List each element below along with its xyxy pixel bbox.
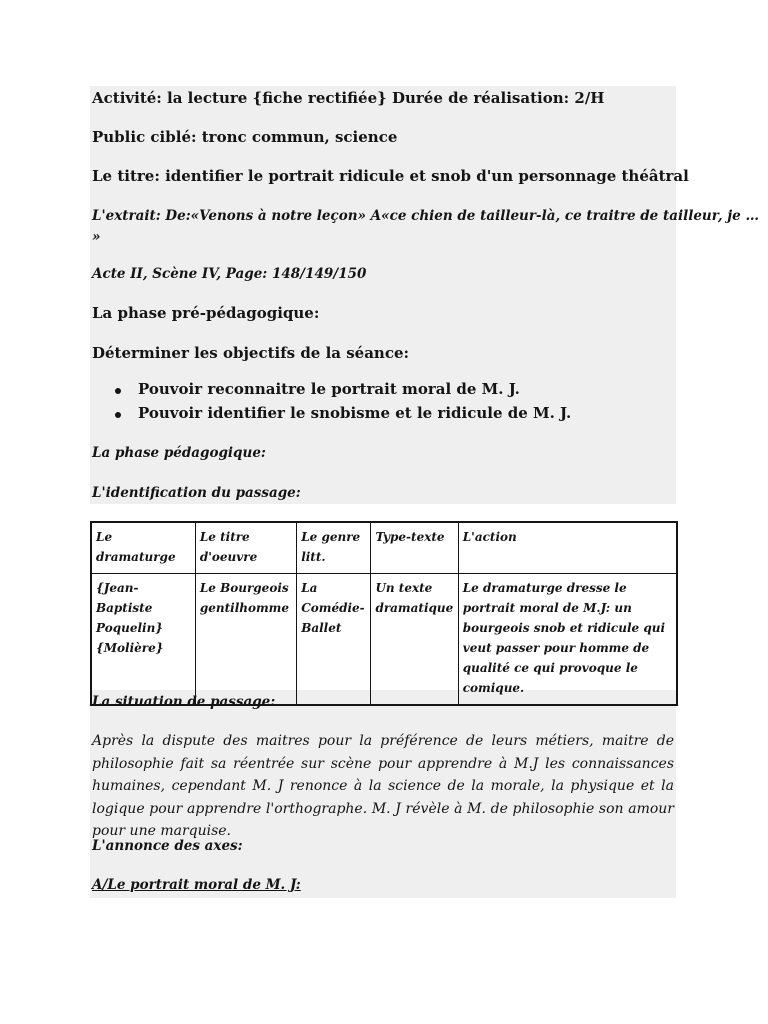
title-line: Le titre: identifier le portrait ridicule et snob d'un personnage théâtral <box>92 167 689 185</box>
axis-a-heading: A/Le portrait moral de M. J: <box>92 877 301 893</box>
axes-heading: L'annonce des axes: <box>92 838 243 854</box>
pedagogical-heading: La phase pédagogique: <box>92 445 266 461</box>
activity-line: Activité: la lecture {fiche rectifiée} Durée de réalisation: 2/H <box>92 89 605 107</box>
table-cell: Le dramaturge dresse le portrait moral de M.J: un bourgeois snob et ridicule qui veut passer pour homme de qualité ce qui provoque le comique. <box>458 574 677 706</box>
objectives-heading: Déterminer les objectifs de la séance: <box>92 344 410 362</box>
header-cell: Type-texte <box>371 522 458 574</box>
header-cell: Le dramaturge <box>91 522 195 574</box>
pre-pedagogical-heading: La phase pré-pédagogique: <box>92 304 320 322</box>
situation-heading: La situation de passage: <box>92 694 276 710</box>
table-cell: La Comédie-Ballet <box>297 574 371 706</box>
identification-heading: L'identification du passage: <box>92 485 301 501</box>
identification-table <box>90 521 678 706</box>
objective-item: Pouvoir reconnaitre le portrait moral de M. J. <box>92 380 571 404</box>
table-cell: {Jean-Baptiste Poquelin} {Molière} <box>91 574 195 706</box>
objective-item: Pouvoir identifier le snobisme et le ridicule de M. J. <box>92 404 571 428</box>
header-cell: Le titre d'oeuvre <box>195 522 296 574</box>
header-cell: Le genre litt. <box>297 522 371 574</box>
header-cell: L'action <box>458 522 677 574</box>
table-cell: Un texte dramatique <box>371 574 458 706</box>
bullet-icon <box>115 388 121 394</box>
audience-line: Public ciblé: tronc commun, science <box>92 128 398 146</box>
extract-line: L'extrait: De:«Venons à notre leçon» A«ce chien de tailleur-là, ce traitre de tailleur, je … <box>92 208 759 224</box>
table-cell: Le Bourgeois gentilhomme <box>195 574 296 706</box>
act-scene-line: Acte II, Scène IV, Page: 148/149/150 <box>92 266 367 282</box>
situation-paragraph: Après la dispute des maitres pour la préférence de leurs métiers, maitre de philosophie fait sa réentrée sur scène pour apprendre à M.J les connaissances humaines, cependant M. J renonce à la science de la morale, la physique et la logique pour apprendre l'orthographe. M. J révèle à M. de philosophie son amour pour une marquise. <box>92 733 674 839</box>
extract-line-cont: » <box>92 229 101 245</box>
top-section-background <box>90 86 676 504</box>
objectives-list <box>92 380 571 428</box>
table-row <box>91 574 677 706</box>
bullet-icon <box>115 412 121 418</box>
table-header-row <box>91 522 677 574</box>
